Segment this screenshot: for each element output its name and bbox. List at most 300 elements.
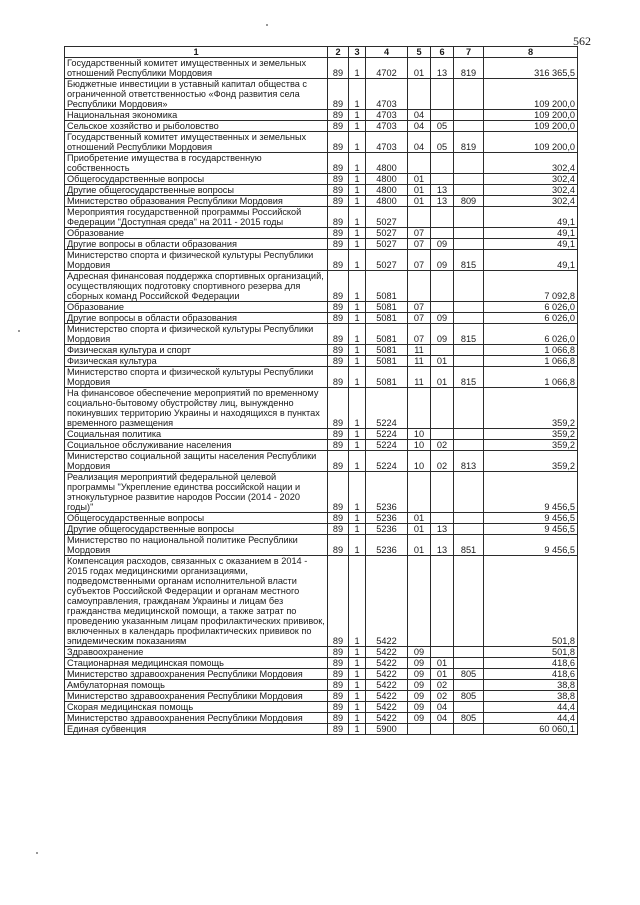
- row-code: 09: [431, 239, 454, 250]
- row-code: 13: [431, 58, 454, 79]
- table-row: [65, 250, 578, 271]
- table-row: [65, 680, 578, 691]
- row-amount: 359,2: [484, 440, 578, 451]
- row-code: 1: [349, 356, 366, 367]
- row-code: 815: [454, 250, 484, 271]
- row-label: Мероприятия государственной программы Российской Федерации "Доступная среда" на 2011 - 2015 годы: [65, 207, 328, 228]
- row-code: 11: [408, 367, 431, 388]
- row-code: [454, 356, 484, 367]
- row-code: 1: [349, 196, 366, 207]
- row-code: [431, 110, 454, 121]
- row-label: Общегосударственные вопросы: [65, 513, 328, 524]
- table-row: [65, 302, 578, 313]
- table-row: [65, 647, 578, 658]
- row-amount: 49,1: [484, 228, 578, 239]
- row-amount: 418,6: [484, 658, 578, 669]
- row-label: Общегосударственные вопросы: [65, 174, 328, 185]
- row-code: 5081: [366, 345, 408, 356]
- row-code: 4703: [366, 110, 408, 121]
- row-code: 89: [328, 535, 349, 556]
- row-code: 01: [408, 185, 431, 196]
- row-code: 4800: [366, 185, 408, 196]
- row-code: [454, 79, 484, 110]
- row-code: [454, 724, 484, 735]
- row-code: 89: [328, 647, 349, 658]
- row-code: 5236: [366, 524, 408, 535]
- row-code: 89: [328, 713, 349, 724]
- row-code: 13: [431, 185, 454, 196]
- row-code: 10: [408, 440, 431, 451]
- row-code: [408, 271, 431, 302]
- row-code: 05: [431, 132, 454, 153]
- row-code: 815: [454, 324, 484, 345]
- row-code: 5422: [366, 669, 408, 680]
- row-code: 819: [454, 132, 484, 153]
- row-code: 1: [349, 79, 366, 110]
- row-amount: 1 066,8: [484, 367, 578, 388]
- row-code: 09: [431, 313, 454, 324]
- table-row: [65, 207, 578, 228]
- row-code: 809: [454, 196, 484, 207]
- row-code: 1: [349, 313, 366, 324]
- row-code: [431, 647, 454, 658]
- row-amount: 9 456,5: [484, 524, 578, 535]
- row-code: 89: [328, 388, 349, 429]
- row-code: [431, 207, 454, 228]
- row-code: 89: [328, 196, 349, 207]
- row-code: 10: [408, 451, 431, 472]
- row-amount: 501,8: [484, 556, 578, 647]
- table-row: [65, 58, 578, 79]
- row-code: 09: [431, 324, 454, 345]
- row-code: [454, 345, 484, 356]
- row-code: [454, 207, 484, 228]
- row-code: 1: [349, 132, 366, 153]
- table-row: [65, 658, 578, 669]
- row-label: Бюджетные инвестиции в уставный капитал общества с ограниченной ответственностью «Фонд развития села Республики Мордовия»: [65, 79, 328, 110]
- row-label: Сельское хозяйство и рыболовство: [65, 121, 328, 132]
- row-code: 1: [349, 250, 366, 271]
- row-label: Образование: [65, 228, 328, 239]
- row-code: 1: [349, 58, 366, 79]
- row-label: Скорая медицинская помощь: [65, 702, 328, 713]
- row-code: 02: [431, 451, 454, 472]
- row-code: 1: [349, 669, 366, 680]
- table-row: [65, 388, 578, 429]
- scan-speck: [36, 852, 38, 854]
- row-code: [454, 302, 484, 313]
- row-code: 02: [431, 440, 454, 451]
- table-row: [65, 535, 578, 556]
- header-cell: 1: [65, 47, 328, 58]
- row-label: Здравоохранение: [65, 647, 328, 658]
- row-code: [431, 472, 454, 513]
- row-amount: 302,4: [484, 174, 578, 185]
- table-row: [65, 345, 578, 356]
- row-amount: 60 060,1: [484, 724, 578, 735]
- row-code: [408, 207, 431, 228]
- row-label: Физическая культура и спорт: [65, 345, 328, 356]
- row-code: 89: [328, 207, 349, 228]
- table-row: [65, 185, 578, 196]
- row-code: 1: [349, 228, 366, 239]
- table-row: [65, 313, 578, 324]
- table-row: [65, 132, 578, 153]
- row-code: 89: [328, 451, 349, 472]
- row-code: 5081: [366, 271, 408, 302]
- row-code: 01: [431, 658, 454, 669]
- row-code: 4800: [366, 174, 408, 185]
- row-code: 01: [408, 535, 431, 556]
- table-row: [65, 472, 578, 513]
- row-amount: 1 066,8: [484, 356, 578, 367]
- row-code: 07: [408, 228, 431, 239]
- row-code: 13: [431, 524, 454, 535]
- row-code: 89: [328, 271, 349, 302]
- row-code: 1: [349, 121, 366, 132]
- row-label: Приобретение имущества в государственную собственность: [65, 153, 328, 174]
- row-code: 89: [328, 345, 349, 356]
- row-label: Единая субвенция: [65, 724, 328, 735]
- row-code: 89: [328, 174, 349, 185]
- row-code: [454, 429, 484, 440]
- row-code: 09: [408, 680, 431, 691]
- row-amount: 1 066,8: [484, 345, 578, 356]
- row-amount: 9 456,5: [484, 513, 578, 524]
- row-code: [454, 313, 484, 324]
- row-code: 1: [349, 324, 366, 345]
- row-code: 1: [349, 429, 366, 440]
- row-label: Стационарная медицинская помощь: [65, 658, 328, 669]
- row-code: [454, 239, 484, 250]
- row-amount: 359,2: [484, 429, 578, 440]
- row-code: 5422: [366, 658, 408, 669]
- row-code: [454, 228, 484, 239]
- page-number: 562: [573, 34, 591, 48]
- row-code: 89: [328, 367, 349, 388]
- row-code: 4703: [366, 79, 408, 110]
- row-amount: 49,1: [484, 239, 578, 250]
- row-code: 04: [408, 132, 431, 153]
- row-code: [408, 724, 431, 735]
- row-code: 1: [349, 513, 366, 524]
- row-code: [431, 724, 454, 735]
- table-row: [65, 513, 578, 524]
- row-amount: 38,8: [484, 691, 578, 702]
- row-code: 5081: [366, 367, 408, 388]
- row-code: 1: [349, 110, 366, 121]
- row-code: 89: [328, 153, 349, 174]
- row-code: 07: [408, 250, 431, 271]
- row-code: 1: [349, 724, 366, 735]
- header-cell: 3: [349, 47, 366, 58]
- table-row: [65, 440, 578, 451]
- row-label: На финансовое обеспечение мероприятий по временному социально-бытовому обустройству лиц, вынужденно покинувших территорию Украины и находящихся в пунктах временного размещения: [65, 388, 328, 429]
- row-code: [454, 556, 484, 647]
- row-amount: 49,1: [484, 207, 578, 228]
- row-label: Государственный комитет имущественных и земельных отношений Республики Мордовия: [65, 132, 328, 153]
- table-row: [65, 713, 578, 724]
- row-label: Амбулаторная помощь: [65, 680, 328, 691]
- header-cell: 4: [366, 47, 408, 58]
- row-code: 89: [328, 132, 349, 153]
- row-code: [431, 228, 454, 239]
- row-code: [431, 345, 454, 356]
- row-code: 5422: [366, 556, 408, 647]
- row-code: [454, 440, 484, 451]
- row-code: 89: [328, 658, 349, 669]
- row-code: 5422: [366, 691, 408, 702]
- table-row: [65, 451, 578, 472]
- row-code: 805: [454, 691, 484, 702]
- row-amount: 7 092,8: [484, 271, 578, 302]
- row-amount: 302,4: [484, 185, 578, 196]
- row-amount: 109 200,0: [484, 132, 578, 153]
- row-code: 1: [349, 535, 366, 556]
- header-cell: 2: [328, 47, 349, 58]
- row-code: 5081: [366, 313, 408, 324]
- row-code: 89: [328, 121, 349, 132]
- row-amount: 6 026,0: [484, 324, 578, 345]
- row-code: [454, 153, 484, 174]
- table-row: [65, 702, 578, 713]
- row-amount: 9 456,5: [484, 535, 578, 556]
- row-code: 1: [349, 345, 366, 356]
- row-code: 815: [454, 367, 484, 388]
- row-code: 5027: [366, 250, 408, 271]
- row-code: 1: [349, 451, 366, 472]
- table-row: [65, 110, 578, 121]
- row-code: 4703: [366, 121, 408, 132]
- row-code: 813: [454, 451, 484, 472]
- row-code: 11: [408, 356, 431, 367]
- row-label: Национальная экономика: [65, 110, 328, 121]
- row-code: 07: [408, 239, 431, 250]
- row-amount: 418,6: [484, 669, 578, 680]
- row-code: 1: [349, 207, 366, 228]
- row-code: 1: [349, 556, 366, 647]
- row-code: 89: [328, 691, 349, 702]
- row-code: 1: [349, 680, 366, 691]
- row-amount: 501,8: [484, 647, 578, 658]
- row-code: 851: [454, 535, 484, 556]
- row-code: [431, 174, 454, 185]
- row-code: 89: [328, 324, 349, 345]
- row-code: [454, 680, 484, 691]
- row-code: 89: [328, 313, 349, 324]
- row-code: 1: [349, 691, 366, 702]
- table-row: [65, 524, 578, 535]
- table-row: [65, 196, 578, 207]
- row-code: 07: [408, 313, 431, 324]
- row-code: 10: [408, 429, 431, 440]
- header-cell: 8: [484, 47, 578, 58]
- row-amount: 359,2: [484, 388, 578, 429]
- row-code: [431, 271, 454, 302]
- row-code: 89: [328, 239, 349, 250]
- row-code: 89: [328, 110, 349, 121]
- row-label: Министерство образования Республики Мордовия: [65, 196, 328, 207]
- row-code: 89: [328, 524, 349, 535]
- row-code: 1: [349, 472, 366, 513]
- row-code: 07: [408, 324, 431, 345]
- row-code: 01: [408, 524, 431, 535]
- row-code: [431, 513, 454, 524]
- row-code: 5422: [366, 680, 408, 691]
- row-code: [454, 658, 484, 669]
- table-row: [65, 356, 578, 367]
- header-cell: 5: [408, 47, 431, 58]
- row-code: 89: [328, 250, 349, 271]
- table-row: [65, 228, 578, 239]
- row-code: 13: [431, 535, 454, 556]
- row-label: Министерство социальной защиты населения Республики Мордовия: [65, 451, 328, 472]
- row-code: 89: [328, 429, 349, 440]
- table-row: [65, 153, 578, 174]
- row-code: 04: [431, 702, 454, 713]
- row-code: 02: [431, 680, 454, 691]
- row-code: [431, 556, 454, 647]
- row-code: [431, 429, 454, 440]
- row-code: 01: [431, 669, 454, 680]
- row-code: 01: [408, 58, 431, 79]
- row-label: Министерство здравоохранения Республики Мордовия: [65, 691, 328, 702]
- row-label: Другие общегосударственные вопросы: [65, 185, 328, 196]
- budget-table: [64, 46, 578, 735]
- table-row: [65, 724, 578, 735]
- row-label: Социальная политика: [65, 429, 328, 440]
- row-code: 5224: [366, 440, 408, 451]
- row-code: 11: [408, 345, 431, 356]
- row-code: 5236: [366, 513, 408, 524]
- row-code: [408, 388, 431, 429]
- row-code: 09: [408, 691, 431, 702]
- row-label: Социальное обслуживание населения: [65, 440, 328, 451]
- row-code: 4702: [366, 58, 408, 79]
- row-code: 89: [328, 302, 349, 313]
- row-code: [408, 472, 431, 513]
- row-code: 05: [431, 121, 454, 132]
- row-code: 89: [328, 356, 349, 367]
- row-code: [431, 153, 454, 174]
- row-code: 01: [431, 356, 454, 367]
- row-code: [454, 185, 484, 196]
- row-label: Министерство здравоохранения Республики Мордовия: [65, 669, 328, 680]
- row-code: 5422: [366, 713, 408, 724]
- row-code: 5224: [366, 388, 408, 429]
- row-code: 5900: [366, 724, 408, 735]
- row-code: 5422: [366, 702, 408, 713]
- row-label: Реализация мероприятий федеральной целевой программы "Укрепление единства российской нации и этнокультурное развитие народов России (2014 - 2020 годы)": [65, 472, 328, 513]
- row-code: 4703: [366, 132, 408, 153]
- row-label: Министерство спорта и физической культуры Республики Мордовия: [65, 324, 328, 345]
- row-label: Образование: [65, 302, 328, 313]
- row-code: 5081: [366, 302, 408, 313]
- row-label: Компенсация расходов, связанных с оказанием в 2014 - 2015 годах медицинскими организациями, подведомственными органам исполнительной власти субъектов Российской Федерации и органам местного самоуправления, гражданам Украины и лицам без гражданства медицинской помощи, а также затрат по проведению указанным лицам профилактических прививок, включенных в календарь профилактических прививок по эпидемическим показаниям: [65, 556, 328, 647]
- row-label: Министерство по национальной политике Республики Мордовия: [65, 535, 328, 556]
- table-row: [65, 691, 578, 702]
- row-code: 89: [328, 472, 349, 513]
- row-label: Министерство спорта и физической культуры Республики Мордовия: [65, 250, 328, 271]
- row-amount: 38,8: [484, 680, 578, 691]
- header-cell: 6: [431, 47, 454, 58]
- row-code: 1: [349, 524, 366, 535]
- row-code: 09: [408, 647, 431, 658]
- table-row: [65, 429, 578, 440]
- row-code: [454, 513, 484, 524]
- row-code: [454, 110, 484, 121]
- row-code: 09: [431, 250, 454, 271]
- row-code: 89: [328, 680, 349, 691]
- table-row: [65, 79, 578, 110]
- row-code: 01: [408, 513, 431, 524]
- table-row: [65, 271, 578, 302]
- row-code: [431, 79, 454, 110]
- row-amount: 109 200,0: [484, 110, 578, 121]
- row-code: 5236: [366, 472, 408, 513]
- row-code: 4800: [366, 153, 408, 174]
- table-header-row: [65, 47, 578, 58]
- row-code: 1: [349, 185, 366, 196]
- row-label: Другие вопросы в области образования: [65, 313, 328, 324]
- row-code: 09: [408, 713, 431, 724]
- table-row: [65, 121, 578, 132]
- row-label: Министерство спорта и физической культуры Республики Мордовия: [65, 367, 328, 388]
- row-code: 1: [349, 388, 366, 429]
- row-code: 04: [431, 713, 454, 724]
- row-code: 1: [349, 440, 366, 451]
- row-code: [408, 556, 431, 647]
- row-code: 09: [408, 702, 431, 713]
- row-code: 1: [349, 271, 366, 302]
- row-amount: 6 026,0: [484, 313, 578, 324]
- table-body: [65, 58, 578, 735]
- row-code: 5422: [366, 647, 408, 658]
- row-code: 02: [431, 691, 454, 702]
- row-label: Другие вопросы в области образования: [65, 239, 328, 250]
- row-code: 89: [328, 724, 349, 735]
- row-code: [431, 388, 454, 429]
- row-code: [454, 271, 484, 302]
- row-label: Министерство здравоохранения Республики Мордовия: [65, 713, 328, 724]
- row-code: 01: [431, 367, 454, 388]
- row-code: 4800: [366, 196, 408, 207]
- row-code: 89: [328, 702, 349, 713]
- row-code: [408, 79, 431, 110]
- row-code: 5081: [366, 356, 408, 367]
- row-code: [454, 524, 484, 535]
- row-amount: 316 365,5: [484, 58, 578, 79]
- row-code: 1: [349, 174, 366, 185]
- row-code: 13: [431, 196, 454, 207]
- row-label: Физическая культура: [65, 356, 328, 367]
- row-code: 01: [408, 174, 431, 185]
- row-code: 09: [408, 669, 431, 680]
- header-cell: 7: [454, 47, 484, 58]
- row-code: 819: [454, 58, 484, 79]
- row-code: 5224: [366, 429, 408, 440]
- row-code: 805: [454, 669, 484, 680]
- row-amount: 6 026,0: [484, 302, 578, 313]
- row-amount: 49,1: [484, 250, 578, 271]
- row-code: 5027: [366, 239, 408, 250]
- row-code: 89: [328, 556, 349, 647]
- row-code: 5236: [366, 535, 408, 556]
- scan-speck: [18, 330, 20, 332]
- row-label: Государственный комитет имущественных и земельных отношений Республики Мордовия: [65, 58, 328, 79]
- table-row: [65, 669, 578, 680]
- row-code: 89: [328, 58, 349, 79]
